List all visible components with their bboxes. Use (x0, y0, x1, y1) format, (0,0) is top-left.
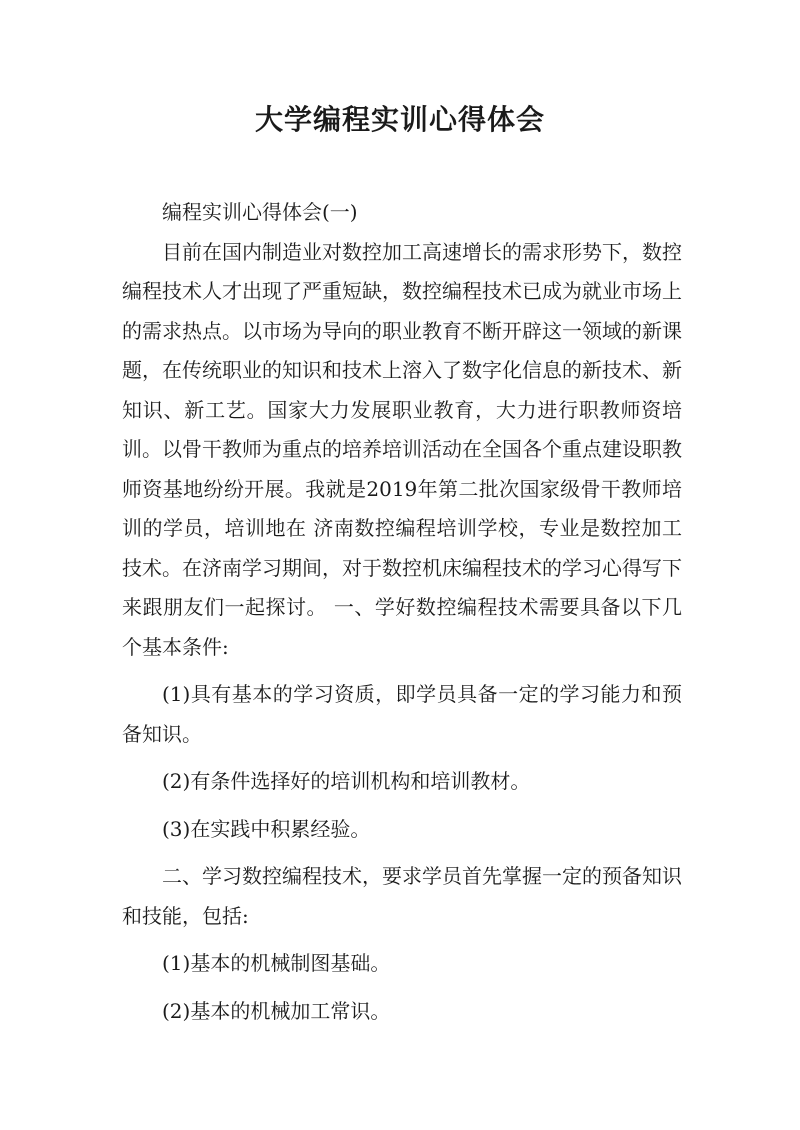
spacer (122, 754, 682, 762)
document-body (122, 193, 682, 1031)
list-item: (1)基本的机械制图基础。 (162, 951, 391, 975)
spacer (122, 667, 682, 675)
list-item: (3)在实践中积累经验。 (162, 816, 371, 841)
intro-paragraph: 目前在国内制造业对数控加工高速增长的需求形势下，数控编程技术人才出现了严重短缺，数控编程技术已成为就业市场上的需求热点。以市场为导向的职业教育不断开辟这一领域的新课题，在传统职业的知识和技术上溶入了数字化信息的新技术、新知识、新工艺。国家大力发展职业教育，大力进行职教师资培训。以骨干教师为重点的培养培训活动在全国各个重点建设职教师资基地纷纷开展。我就是2019年第二批次国家级骨干教师培训的学员，培训地在 济南数控编程培训学校，专业是数控加工技术。在济南学习期间，对于数控机床编程技术的学习心得写下来跟朋友们一起探讨。 一、学好数控编程技术需要具备以下几个基本条件: (122, 239, 682, 659)
section-two-paragraph: 二、学习数控编程技术，要求学员首先掌握一定的预备知识和技能，包括: (122, 864, 682, 928)
list-item: (2)有条件选择好的培训机构和培训教材。 (162, 769, 531, 793)
spacer (122, 936, 682, 944)
section-heading: 编程实训心得体会(一) (162, 200, 358, 224)
spacer (122, 984, 682, 992)
document-title: 大学编程实训心得体会 (254, 103, 545, 136)
spacer (122, 849, 682, 857)
list-item: (1)具有基本的学习资质，即学员具备一定的学习能力和预备知识。 (122, 682, 682, 746)
list-item: (2)基本的机械加工常识。 (162, 998, 391, 1023)
spacer (122, 802, 682, 810)
